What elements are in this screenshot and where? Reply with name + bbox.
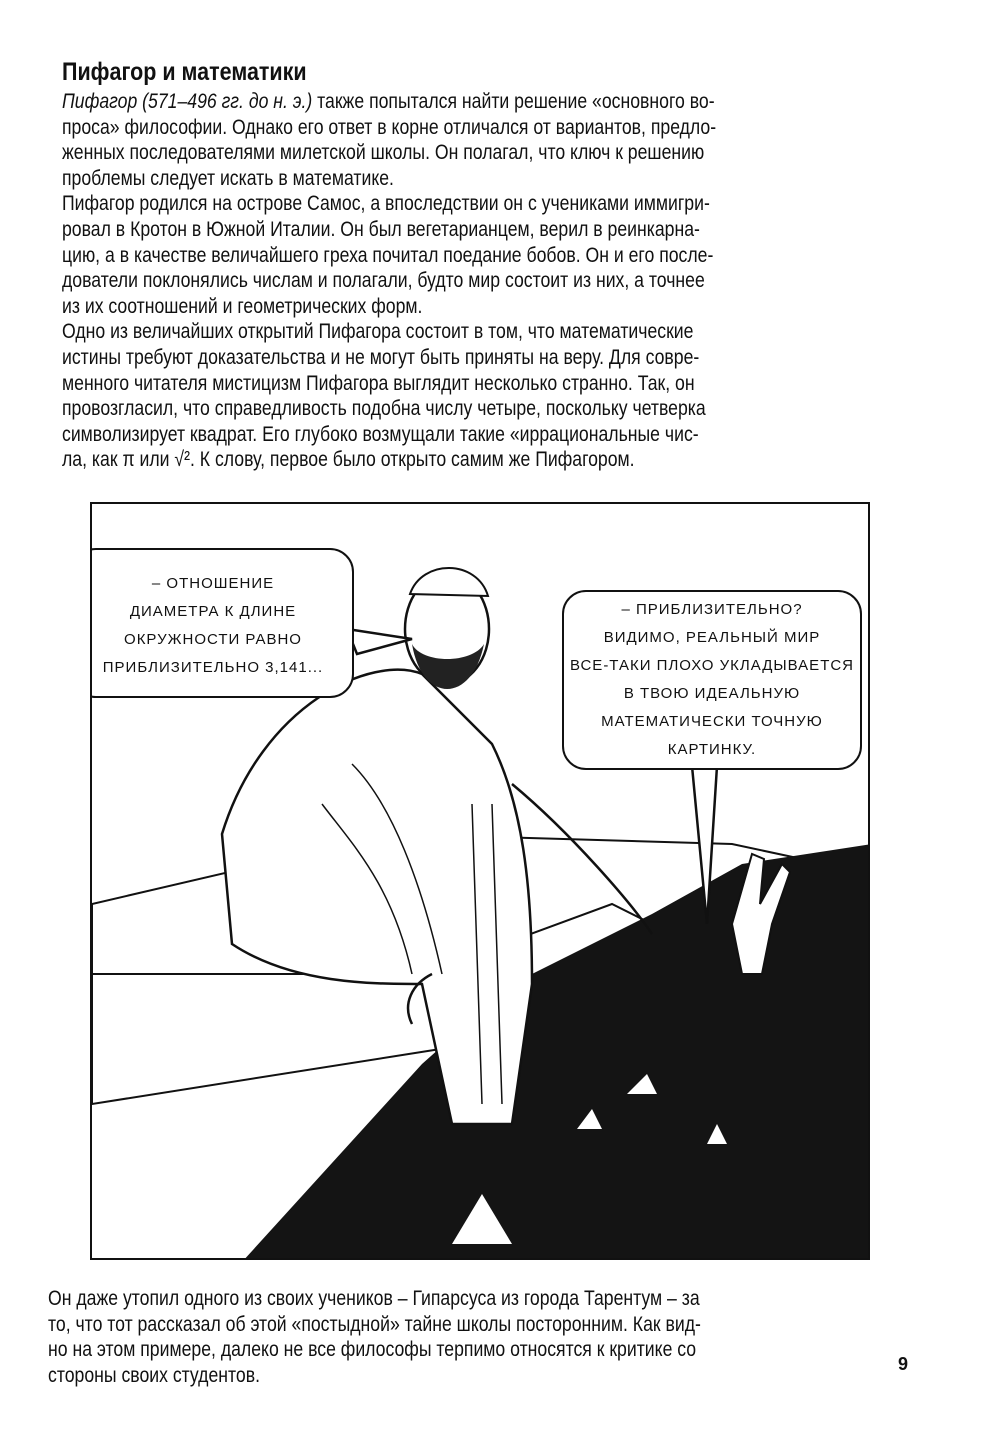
text-line: из их соотношений и геометрических форм. [62, 294, 423, 318]
text-line: Одно из величайших открытий Пифагора состоит в том, что математические [62, 320, 694, 344]
bubble-line: МАТЕМАТИЧЕСКИ ТОЧНУЮ [601, 713, 823, 730]
text-line: стороны своих студентов. [48, 1363, 260, 1387]
text-line: но на этом примере, далеко не все философы терпимо относятся к критике со [48, 1338, 697, 1362]
text-line: менного читателя мистицизм Пифагора выглядит несколько странно. Так, он [62, 371, 695, 395]
bubble-line: ВСЕ-ТАКИ ПЛОХО УКЛАДЫВАЕТСЯ [569, 657, 855, 674]
text-line: проса» философии. Однако его ответ в корне отличался от вариантов, предло- [62, 115, 717, 139]
text-line: провозгласил, что справедливость подобна числу четыре, поскольку четверка [62, 397, 706, 421]
text-line: проблемы следует искать в математике. [62, 166, 394, 190]
turban [410, 568, 488, 596]
speech-bubble-pythagoras [90, 548, 354, 698]
comic-panel [90, 502, 870, 1260]
speech-bubble-student [562, 590, 862, 770]
bubble-line: – ОТНОШЕНИЕ [151, 575, 275, 592]
text-fragment: также попытался найти решение «основного во- [312, 90, 715, 113]
bubble-line: ДИАМЕТРА К ДЛИНЕ [129, 603, 297, 620]
page-number: 9 [898, 1354, 909, 1374]
text-line: цию, а в качестве величайшего греха почитал поедание бобов. Он и его после- [62, 243, 714, 267]
text-line: то, что тот рассказал об этой «постыдной» тайне школы посторонним. Как вид- [48, 1312, 701, 1336]
text-line: дователи поклонялись числам и полагали, будто мир состоит из них, а точнее [62, 269, 705, 293]
name-dates: Пифагор (571–496 гг. до н. э.) [62, 90, 313, 113]
bubble-line: ПРИБЛИЗИТЕЛЬНО 3,141... [102, 659, 324, 676]
bubble-line: – ПРИБЛИЗИТЕЛЬНО? [621, 601, 803, 618]
bubble-line: ВИДИМО, РЕАЛЬНЫЙ МИР [603, 629, 821, 646]
bubble-line: ОКРУЖНОСТИ РАВНО [124, 631, 302, 648]
text-line: Пифагор родился на острове Самос, а впоследствии он с учениками иммигри- [62, 192, 710, 216]
bottom-text [48, 1286, 825, 1388]
text-line: ла, как π или √². К слову, первое было открыто самим же Пифагором. [62, 448, 635, 472]
bubble-line: В ТВОЮ ИДЕАЛЬНУЮ [623, 685, 801, 702]
bubble-line: КАРТИНКУ. [667, 741, 757, 758]
text-line: Он даже утопил одного из своих учеников – Гипарсуса из города Тарентум – за [48, 1287, 700, 1310]
section-heading: Пифагор и математики [62, 58, 307, 86]
body-text [62, 89, 841, 473]
text-line: символизирует квадрат. Его глубоко возмущали такие «иррациональные чис- [62, 422, 699, 446]
text-line: истины требуют доказательства и не могут быть приняты на веру. Для совре- [62, 345, 700, 369]
text-line [62, 89, 716, 115]
bubble-tail-left [347, 629, 412, 654]
text-line: ровал в Кротон в Южной Италии. Он был вегетарианцем, верил в реинкарна- [62, 217, 700, 241]
text-line: женных последователями милетской школы. Он полагал, что ключ к решению [62, 141, 705, 165]
